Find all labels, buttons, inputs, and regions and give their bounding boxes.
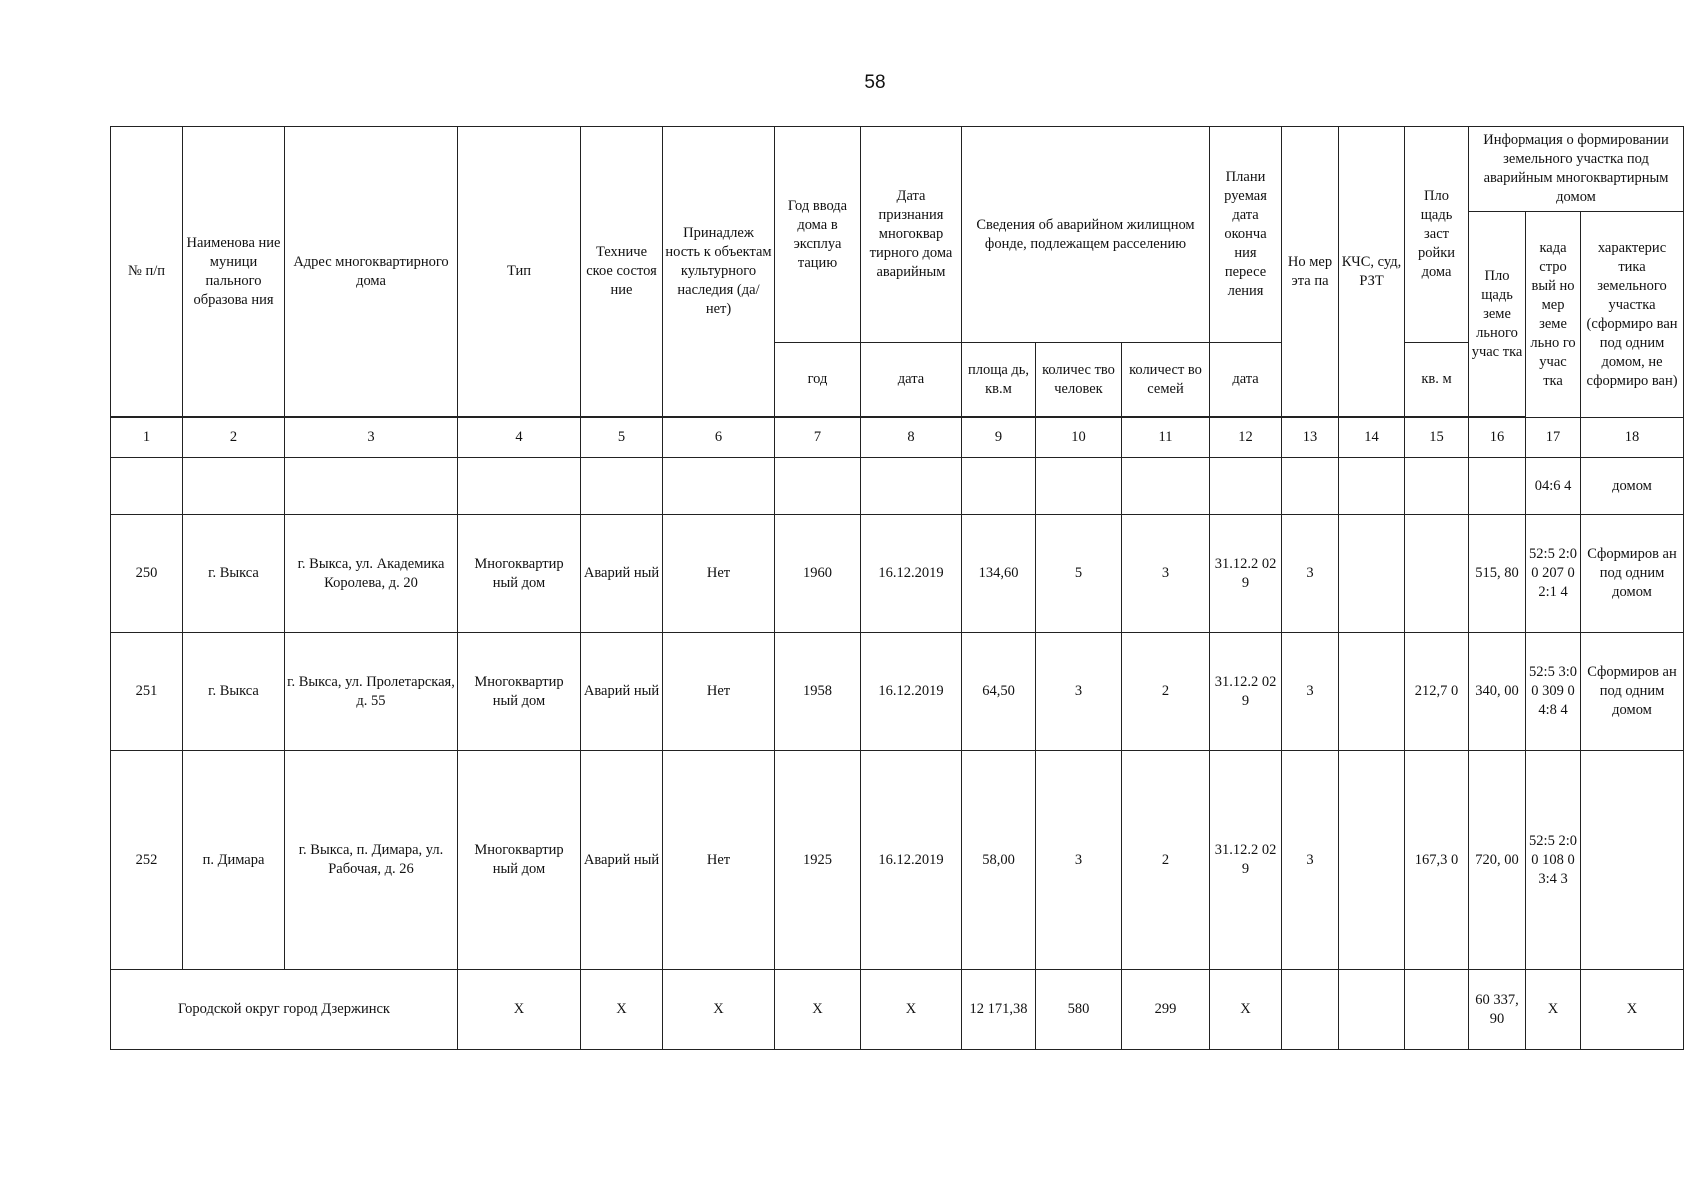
- page-number: 58: [864, 72, 886, 93]
- cell-land-char: домом: [1581, 458, 1684, 515]
- cell-address: г. Выкса, ул. Академика Королева, д. 20: [285, 515, 458, 633]
- cell-year: 1958: [775, 633, 861, 751]
- total-land-char: X: [1581, 970, 1684, 1050]
- total-year: X: [775, 970, 861, 1050]
- header-land-char: характерис тика земельного участка (сформиро ван под одним домом, не сформиро ван): [1581, 212, 1684, 418]
- cell-municipality: п. Димара: [183, 751, 285, 970]
- cell-address: г. Выкса, п. Димара, ул. Рабочая, д. 26: [285, 751, 458, 970]
- header-emergency-housing: Сведения об аварийном жилищном фонде, подлежащем расселению: [962, 127, 1210, 343]
- cell-num: 250: [111, 515, 183, 633]
- cell-build-area: 167,3 0: [1405, 751, 1469, 970]
- cell-families: 2: [1122, 633, 1210, 751]
- column-number: 2: [183, 418, 285, 458]
- header-kchs: КЧС, суд, РЗТ: [1339, 127, 1405, 417]
- total-families: 299: [1122, 970, 1210, 1050]
- cell-type: Многоквартир ный дом: [458, 515, 581, 633]
- header-land-info: Информация о формировании земельного участка под аварийным многоквартирным домом: [1469, 127, 1684, 212]
- column-number: 17: [1526, 418, 1581, 458]
- cell-municipality: г. Выкса: [183, 633, 285, 751]
- column-number: 15: [1405, 418, 1469, 458]
- cell-plan-date: 31.12.2 029: [1210, 515, 1282, 633]
- total-cadastral: X: [1526, 970, 1581, 1050]
- cell-date: 16.12.2019: [861, 633, 962, 751]
- total-kchs: [1339, 970, 1405, 1050]
- cell-date: 16.12.2019: [861, 515, 962, 633]
- cell-land-area: 515, 80: [1469, 515, 1526, 633]
- cell-people: 3: [1036, 633, 1122, 751]
- total-row: [111, 970, 1684, 1050]
- header-planned-date: Плани руемая дата оконча ния пересе ления: [1210, 127, 1282, 343]
- header-row-1: [111, 127, 1684, 212]
- header-cadastral: када стро вый но мер земе льно го учас тка: [1526, 212, 1581, 418]
- header-unit-build: кв. м: [1405, 343, 1469, 417]
- column-number: 3: [285, 418, 458, 458]
- cell-tech-state: Аварий ный: [581, 515, 663, 633]
- total-label: Городской округ город Дзержинск: [111, 970, 458, 1050]
- header-sub-plan-date: дата: [1210, 343, 1282, 417]
- column-number: 10: [1036, 418, 1122, 458]
- cell-build-area: 212,7 0: [1405, 633, 1469, 751]
- cell-tech-state: Аварий ный: [581, 633, 663, 751]
- column-number: 16: [1469, 418, 1526, 458]
- column-number: 18: [1581, 418, 1684, 458]
- cell-area: 134,60: [962, 515, 1036, 633]
- header-stage: Но мер эта па: [1282, 127, 1339, 417]
- header-sub-date: дата: [861, 343, 962, 417]
- cell-land-char: Сформиров ан под одним домом: [1581, 633, 1684, 751]
- header-sub-families: количест во семей: [1122, 343, 1210, 417]
- cell-cadastral: 52:5 2:00 207 02:1 4: [1526, 515, 1581, 633]
- cell-cadastral: 52:5 3:00 309 04:8 4: [1526, 633, 1581, 751]
- cell-area: 58,00: [962, 751, 1036, 970]
- header-land-area: Пло щадь земе льного учас тка: [1469, 212, 1526, 417]
- column-number: 7: [775, 418, 861, 458]
- header-address: Адрес многоквартирного дома: [285, 127, 458, 417]
- cell-people: 3: [1036, 751, 1122, 970]
- cell-plan-date: 31.12.2 029: [1210, 633, 1282, 751]
- header-sub-people: количес тво человек: [1036, 343, 1122, 417]
- table-row: [111, 751, 1684, 970]
- column-number: 5: [581, 418, 663, 458]
- cell-stage: 3: [1282, 751, 1339, 970]
- total-people: 580: [1036, 970, 1122, 1050]
- header-recognition-date: Дата признания многоквар тирного дома аварийным: [861, 127, 962, 343]
- total-plan-date: X: [1210, 970, 1282, 1050]
- total-heritage: X: [663, 970, 775, 1050]
- column-number: 1: [111, 418, 183, 458]
- cell-land-area: 720, 00: [1469, 751, 1526, 970]
- header-num: № п/п: [111, 127, 183, 417]
- cell-municipality: г. Выкса: [183, 515, 285, 633]
- cell-year: 1960: [775, 515, 861, 633]
- cell-address: г. Выкса, ул. Пролетарская, д. 55: [285, 633, 458, 751]
- table-row: [111, 633, 1684, 751]
- header-heritage: Принадлеж ность к объектам культурного наследия (да/нет): [663, 127, 775, 417]
- total-area: 12 171,38: [962, 970, 1036, 1050]
- column-number: 4: [458, 418, 581, 458]
- cell-cadastral: 04:6 4: [1526, 458, 1581, 515]
- cell-people: 5: [1036, 515, 1122, 633]
- column-numbers-row: [111, 418, 1684, 458]
- header-sub-year: год: [775, 343, 861, 417]
- cell-num: 252: [111, 751, 183, 970]
- total-date: X: [861, 970, 962, 1050]
- cell-kchs: [1339, 751, 1405, 970]
- header-type: Тип: [458, 127, 581, 417]
- cell-build-area: [1405, 515, 1469, 633]
- cell-families: 3: [1122, 515, 1210, 633]
- header-build-area: Пло щадь заст ройки дома: [1405, 127, 1469, 343]
- cell-type: Многоквартир ный дом: [458, 751, 581, 970]
- column-number: 11: [1122, 418, 1210, 458]
- total-tech-state: X: [581, 970, 663, 1050]
- total-build-area: [1405, 970, 1469, 1050]
- cell-land-char: Сформиров ан под одним домом: [1581, 515, 1684, 633]
- cell-stage: 3: [1282, 515, 1339, 633]
- cell-num: 251: [111, 633, 183, 751]
- total-land-area: 60 337, 90: [1469, 970, 1526, 1050]
- cell-cadastral: 52:5 2:00 108 03:4 3: [1526, 751, 1581, 970]
- cell-type: Многоквартир ный дом: [458, 633, 581, 751]
- cell-land-char: [1581, 751, 1684, 970]
- column-number: 6: [663, 418, 775, 458]
- cell-area: 64,50: [962, 633, 1036, 751]
- header-year-built: Год ввода дома в эксплуа тацию: [775, 127, 861, 343]
- cell-heritage: Нет: [663, 633, 775, 751]
- cell-kchs: [1339, 633, 1405, 751]
- cell-stage: 3: [1282, 633, 1339, 751]
- column-number: 9: [962, 418, 1036, 458]
- column-number: 8: [861, 418, 962, 458]
- column-number: 14: [1339, 418, 1405, 458]
- total-type: X: [458, 970, 581, 1050]
- cell-plan-date: 31.12.2 029: [1210, 751, 1282, 970]
- cell-heritage: Нет: [663, 515, 775, 633]
- cell-date: 16.12.2019: [861, 751, 962, 970]
- header-sub-area: площа дь, кв.м: [962, 343, 1036, 417]
- emergency-housing-table: [110, 126, 1684, 1050]
- cell-kchs: [1339, 515, 1405, 633]
- table-row: [111, 515, 1684, 633]
- cell-families: 2: [1122, 751, 1210, 970]
- continuation-row: [111, 458, 1684, 515]
- cell-tech-state: Аварий ный: [581, 751, 663, 970]
- header-tech-state: Техниче ское состоя ние: [581, 127, 663, 417]
- total-stage: [1282, 970, 1339, 1050]
- cell-heritage: Нет: [663, 751, 775, 970]
- column-number: 13: [1282, 418, 1339, 458]
- cell-land-area: 340, 00: [1469, 633, 1526, 751]
- cell-year: 1925: [775, 751, 861, 970]
- column-number: 12: [1210, 418, 1282, 458]
- header-municipality: Наименова ние муници пального образова ния: [183, 127, 285, 417]
